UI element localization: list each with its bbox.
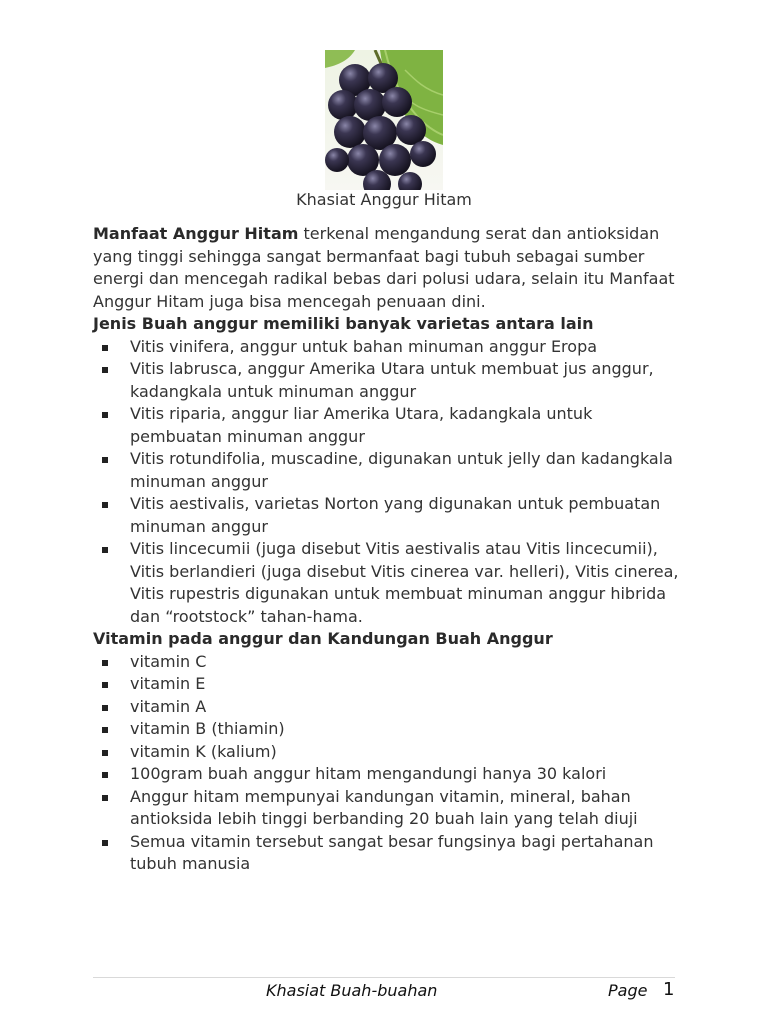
varieties-list xyxy=(93,336,683,629)
footer-divider xyxy=(93,977,675,978)
list-item: Vitis labrusca, anggur Amerika Utara untuk membuat jus anggur, kadangkala untuk minuman anggur xyxy=(93,358,683,403)
footer-title: Khasiat Buah-buahan xyxy=(266,981,438,1000)
varieties-heading: Jenis Buah anggur memiliki banyak varietas antara lain xyxy=(93,314,594,333)
bullet-icon xyxy=(102,660,108,666)
bullet-icon xyxy=(102,412,108,418)
bullet-icon xyxy=(102,705,108,711)
list-item: Vitis rotundifolia, muscadine, digunakan untuk jelly dan kadangkala minuman anggur xyxy=(93,448,683,493)
bullet-icon xyxy=(102,772,108,778)
list-item: vitamin K (kalium) xyxy=(93,741,683,764)
vitamins-list xyxy=(93,651,683,876)
list-item: vitamin E xyxy=(93,673,683,696)
list-item: Semua vitamin tersebut sangat besar fungsinya bagi pertahanan tubuh manusia xyxy=(93,831,683,876)
bullet-icon xyxy=(102,367,108,373)
list-item: Vitis vinifera, anggur untuk bahan minuman anggur Eropa xyxy=(93,336,683,359)
list-item: 100gram buah anggur hitam mengandungi hanya 30 kalori xyxy=(93,763,683,786)
bullet-icon xyxy=(102,457,108,463)
vitamins-heading: Vitamin pada anggur dan Kandungan Buah Anggur xyxy=(93,629,553,648)
bullet-icon xyxy=(102,547,108,553)
footer-page-label: Page xyxy=(608,981,648,1000)
list-item: vitamin A xyxy=(93,696,683,719)
list-item: Vitis aestivalis, varietas Norton yang digunakan untuk pembuatan minuman anggur xyxy=(93,493,683,538)
intro-lead: Manfaat Anggur Hitam xyxy=(93,224,299,243)
bullet-icon xyxy=(102,345,108,351)
list-item: Vitis lincecumii (juga disebut Vitis aestivalis atau Vitis lincecumii), Vitis berlandieri (juga disebut Vitis cinerea var. helleri), Vitis cinerea, Vitis rupestris digunakan untuk membuat minuman anggur hibrida dan “rootstock” tahan-hama. xyxy=(93,538,683,628)
bullet-icon xyxy=(102,502,108,508)
intro-paragraph xyxy=(93,223,683,313)
list-item: vitamin B (thiamin) xyxy=(93,718,683,741)
bullet-icon xyxy=(102,750,108,756)
intro-text: terkenal mengandung serat dan antioksidan yang tinggi sehingga sangat bermanfaat bagi tubuh sebagai sumber energi dan mencegah radikal bebas dari polusi udara, selain itu Manfaat Anggur Hitam juga bisa mencegah penuaan dini. xyxy=(93,224,675,311)
bullet-icon xyxy=(102,840,108,846)
bullet-icon xyxy=(102,682,108,688)
list-item: Vitis riparia, anggur liar Amerika Utara, kadangkala untuk pembuatan minuman anggur xyxy=(93,403,683,448)
figure-caption: Khasiat Anggur Hitam xyxy=(296,190,472,209)
list-item: vitamin C xyxy=(93,651,683,674)
footer-page-number: 1 xyxy=(663,979,675,1000)
list-item: Anggur hitam mempunyai kandungan vitamin, mineral, bahan antioksida lebih tinggi berbanding 20 buah lain yang telah diuji xyxy=(93,786,683,831)
article-body xyxy=(93,223,683,876)
grape-photo xyxy=(325,50,443,190)
bullet-icon xyxy=(102,795,108,801)
bullet-icon xyxy=(102,727,108,733)
